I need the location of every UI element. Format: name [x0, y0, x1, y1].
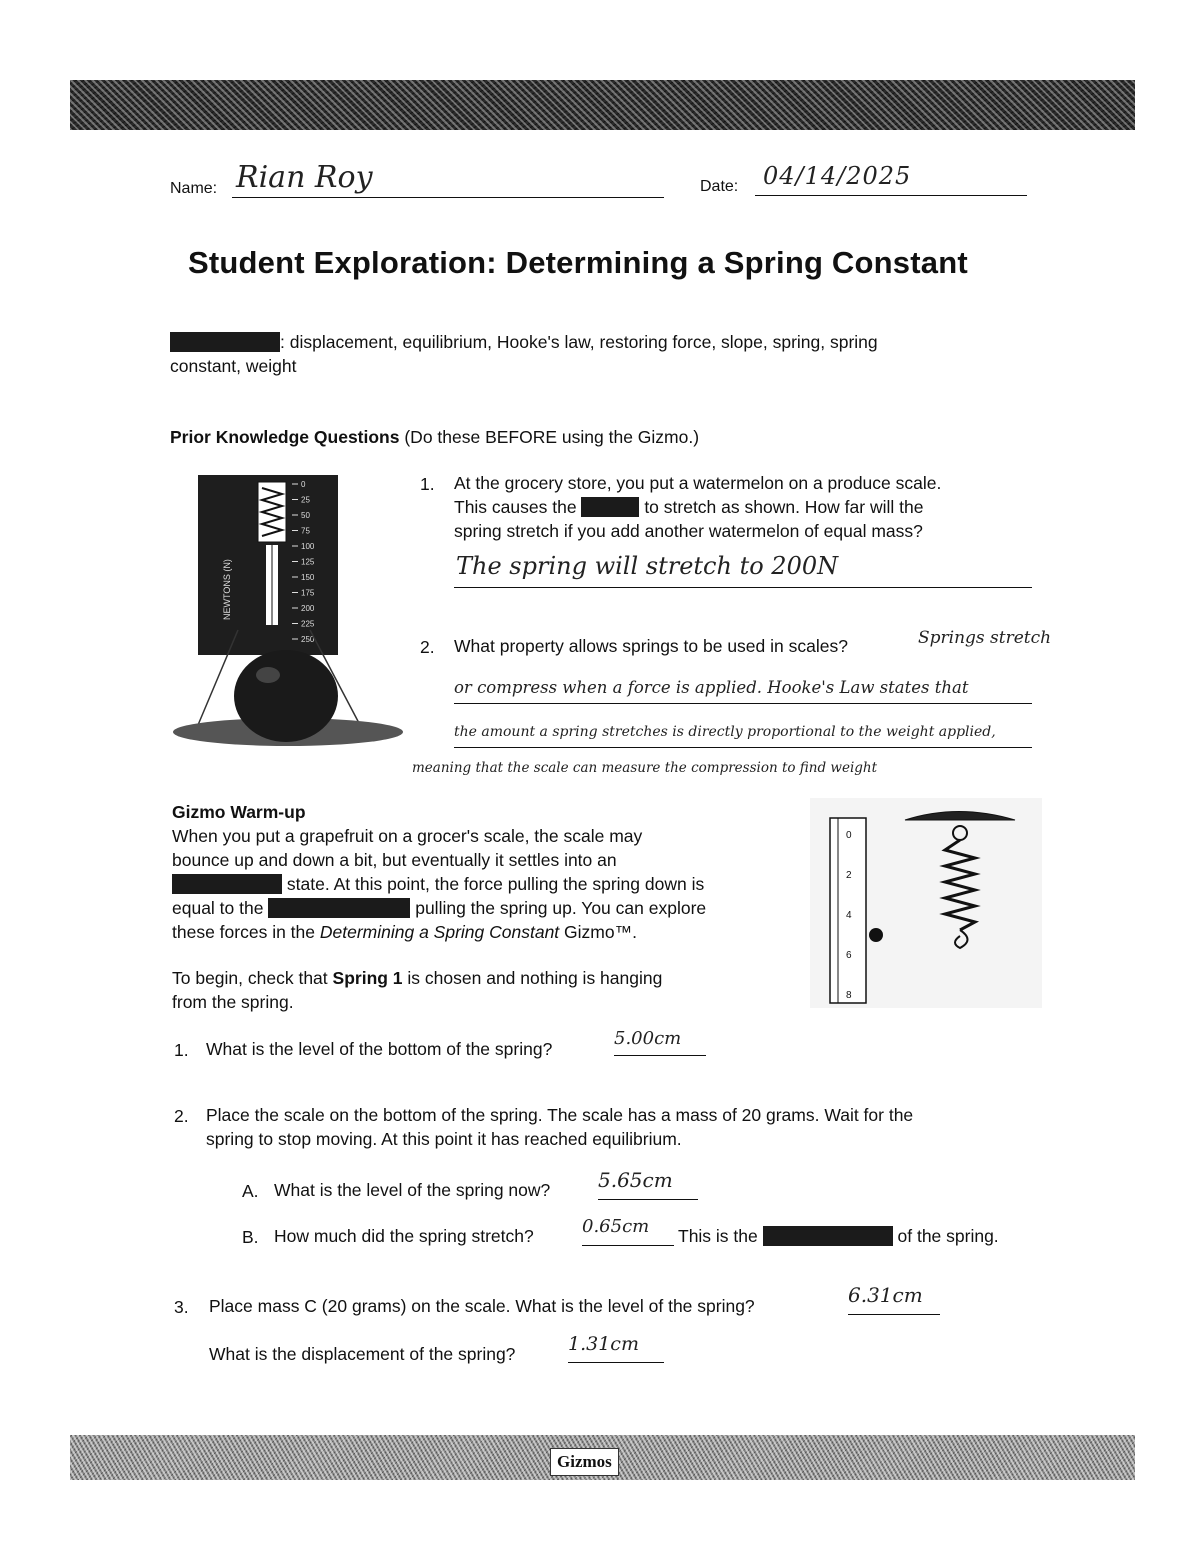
begin-text-c: is chosen and nothing is hanging: [407, 968, 663, 988]
question-2a-text: What is the level of the spring now?: [274, 1180, 551, 1200]
question-2b-after: [678, 1224, 999, 1248]
pk-q1-line2a: This causes the: [454, 497, 577, 517]
scale-tick-label: 150: [301, 573, 315, 582]
question-2a-answer-field[interactable]: [598, 1168, 698, 1200]
pk-question-2-answer-line2: or compress when a force is applied. Hooke's Law states that: [454, 678, 969, 697]
question-3-answer-2: 1.31cm: [568, 1333, 639, 1355]
question-1-answer: 5.00cm: [614, 1028, 682, 1049]
question-2b-answer-field[interactable]: [582, 1216, 674, 1246]
vocabulary-terms-cont: constant, weight: [170, 356, 297, 376]
question-2-line2: spring to stop moving. At this point it has reached equilibrium.: [206, 1129, 682, 1149]
redacted-displacement: [763, 1226, 893, 1246]
scale-tick-label: 0: [301, 480, 306, 489]
scale-tick-label: 50: [301, 511, 310, 520]
scale-tick-label: 225: [301, 619, 315, 629]
scale-tick-label: 200: [301, 604, 315, 613]
scale-tick-label: 125: [301, 557, 315, 567]
scale-tick-label: 100: [301, 542, 315, 551]
pk-q1-line1: At the grocery store, you put a watermelon on a produce scale.: [454, 473, 942, 493]
question-3-text-2: What is the displacement of the spring?: [209, 1344, 516, 1364]
warmup-line4a: equal to the: [172, 898, 264, 918]
pk-question-2-answer-line3: the amount a spring stretches is directly proportional to the weight applied,: [454, 724, 996, 740]
question-1-answer-field[interactable]: [614, 1028, 706, 1056]
ruler-tick-label: 6: [846, 950, 852, 961]
gizmos-logo: Gizmos: [550, 1448, 619, 1476]
question-3-answer-field-2[interactable]: [568, 1333, 664, 1363]
pk-question-1-number: 1.: [420, 474, 435, 494]
question-2b-text: How much did the spring stretch?: [274, 1226, 534, 1246]
warmup-line5c: Gizmo™.: [564, 922, 637, 942]
question-2-line1: Place the scale on the bottom of the spring. The scale has a mass of 20 grams. Wait for the: [206, 1105, 914, 1125]
warmup-line5a: these forces in the: [172, 922, 315, 942]
prior-knowledge-heading-rest: (Do these BEFORE using the Gizmo.): [404, 427, 700, 447]
ruler-tick-label: 4: [846, 910, 852, 921]
question-2a-answer: 5.65cm: [598, 1168, 673, 1192]
warmup-instructions: [172, 966, 792, 1014]
question-1-number: 1.: [174, 1040, 189, 1060]
vocabulary-section: [170, 330, 1000, 378]
pk-question-2-number: 2.: [420, 637, 435, 657]
question-3-text: Place mass C (20 grams) on the scale. What is the level of the spring?: [209, 1296, 755, 1316]
name-label: Name:: [170, 180, 218, 197]
warmup-line4b: pulling the spring up. You can explore: [415, 898, 707, 918]
redacted-spring-word: [581, 497, 639, 517]
question-2b-label: B.: [242, 1227, 259, 1247]
question-3-answer-field[interactable]: [848, 1283, 940, 1315]
level-marker: [869, 928, 883, 942]
question-1-text: What is the level of the bottom of the spring?: [206, 1039, 553, 1059]
pk-question-2-answer-field-2[interactable]: [454, 672, 1032, 704]
pk-question-2-answer-line4[interactable]: meaning that the scale can measure the compression to find weight: [412, 760, 878, 776]
begin-text-2: from the spring.: [172, 992, 294, 1012]
question-2b-answer: 0.65cm: [582, 1216, 650, 1237]
pk-question-2-answer-field-3[interactable]: [454, 716, 1032, 748]
date-value: 04/14/2025: [763, 162, 912, 190]
question-2-text: [206, 1103, 1046, 1151]
ruler-tick-label: 8: [846, 990, 852, 1001]
redacted-vocabulary-label: [170, 332, 280, 352]
warmup-paragraph: [172, 824, 792, 944]
pk-q1-line2b: to stretch as shown. How far will the: [644, 497, 924, 517]
page-title: Student Exploration: Determining a Spring Constant: [188, 245, 968, 280]
pk-question-1-text: [454, 471, 1034, 543]
name-field[interactable]: [232, 160, 664, 198]
scale-tick-label: 75: [301, 526, 310, 536]
begin-text-a: To begin, check that: [172, 968, 328, 988]
scale-unit-label: NEWTONS (N): [222, 559, 232, 620]
pk-question-1-answer: The spring will stretch to 200N: [456, 552, 839, 580]
question-3-number: 3.: [174, 1297, 189, 1317]
gizmo-name: Determining a Spring Constant: [319, 922, 560, 942]
pk-question-2-text: What property allows springs to be used in scales?: [454, 636, 848, 656]
warmup-line1: When you put a grapefruit on a grocer's scale, the scale may: [172, 826, 643, 846]
vocabulary-terms: : displacement, equilibrium, Hooke's law, restoring force, slope, spring, spring: [280, 332, 878, 352]
question-2b-after2: of the spring.: [897, 1226, 999, 1246]
spring-1-label: Spring 1: [332, 968, 403, 988]
scale-tick-label: 25: [301, 495, 310, 505]
redacted-restoring-force: [268, 898, 410, 918]
name-value: Rian Roy: [236, 160, 373, 195]
prior-knowledge-heading: [170, 425, 699, 449]
question-3-answer: 6.31cm: [848, 1283, 923, 1307]
watermelon: [234, 650, 338, 742]
warmup-heading: Gizmo Warm-up: [172, 802, 306, 822]
pk-question-1-answer-field[interactable]: [454, 548, 1032, 588]
date-label: Date:: [700, 178, 739, 195]
redacted-equilibrium: [172, 874, 282, 894]
produce-scale-illustration: [170, 470, 410, 755]
pk-q1-line3: spring stretch if you add another watermelon of equal mass?: [454, 521, 923, 541]
ruler-tick-label: 0: [846, 830, 852, 841]
question-2-number: 2.: [174, 1106, 189, 1126]
question-2a-label: A.: [242, 1181, 259, 1201]
pk-question-2-answer-line1[interactable]: Springs stretch: [918, 628, 1052, 648]
ruler-tick-label: 2: [846, 870, 852, 881]
question-2b-after1: This is the: [678, 1226, 758, 1246]
warmup-line3: state. At this point, the force pulling the spring down is: [286, 874, 705, 894]
spring-gizmo-illustration: [810, 798, 1042, 1008]
scale-tick-label: 175: [301, 588, 315, 598]
prior-knowledge-heading-bold: Prior Knowledge Questions: [170, 427, 400, 447]
top-decorative-band: [70, 80, 1135, 130]
warmup-line2: bounce up and down a bit, but eventually it settles into an: [172, 850, 617, 870]
date-field[interactable]: [755, 160, 1027, 196]
scale-tick-label: 250: [301, 635, 315, 644]
